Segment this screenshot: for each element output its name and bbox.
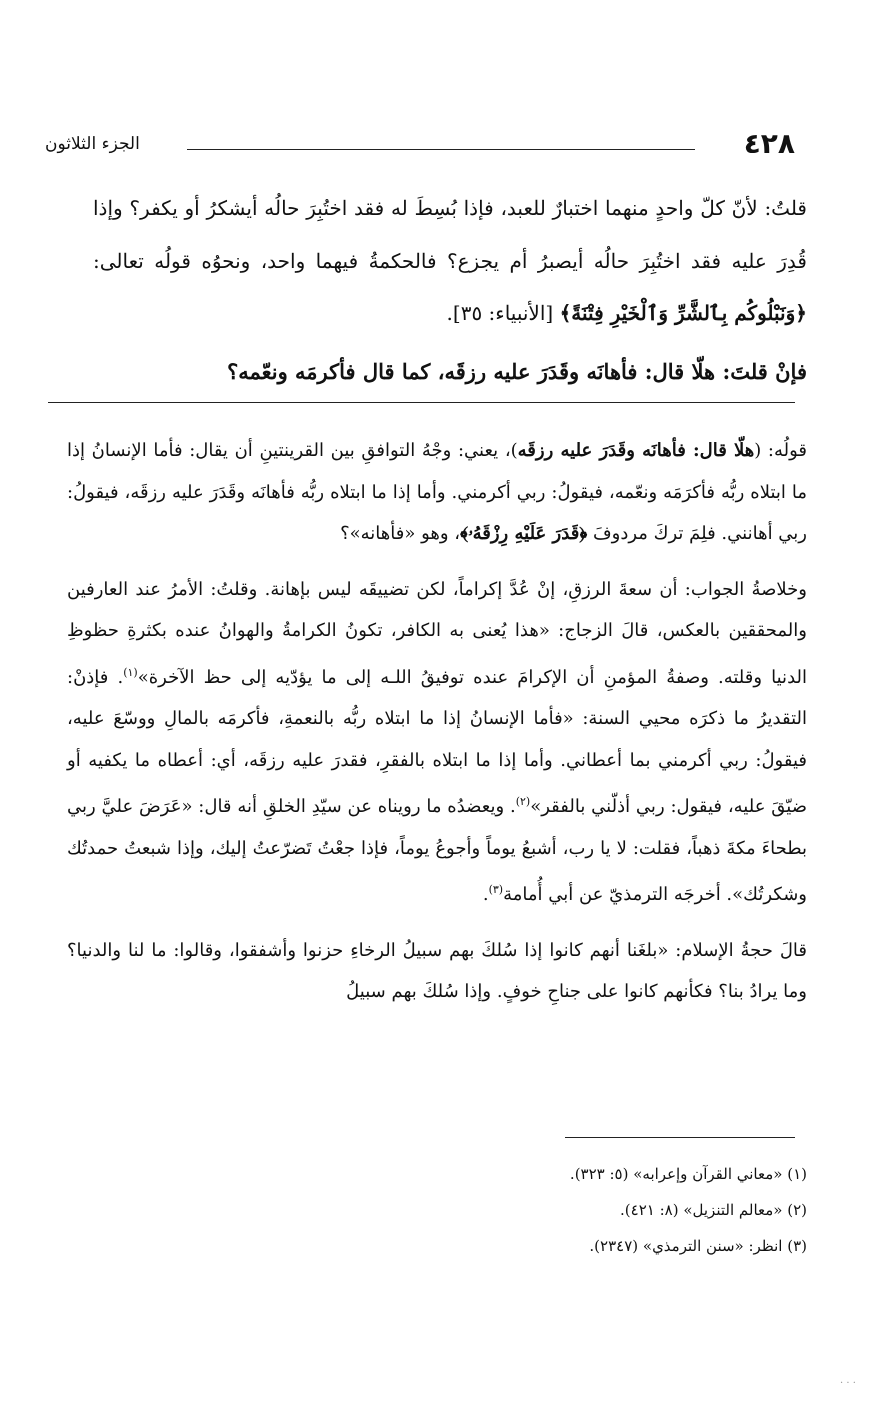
footnote-rule (565, 1137, 795, 1138)
footnote-ref-1[interactable]: (١) (123, 665, 138, 679)
quran-verse: ﴿قَدَرَ عَلَيْهِ رِزْقَهُۥ﴾ (460, 523, 588, 544)
main-question-bold: هلّا قال: فأهانَه وقَدَرَ عليه رزقَه، كما قال فأكرمَه ونعّمه؟ (227, 358, 716, 384)
main-paragraph-1: قلتُ: لأنّ كلّ واحدٍ منهما اختبارٌ للعبد، فإذا بُسِطَ له فقد اختُبِرَ حالُه أيشكرُ أو يكفر؟ وإذا قُدِرَ عليه فقد اختُبِرَ حالُه أيصبرُ أم يجزع؟ فالحكمةُ فيهما واحد، ونحوُه قولُه تعالى: ﴿وَنَبْلُوكُم بِٱلشَّرِّ وَٱلْخَيْرِ فِتْنَةً﴾ [الأنبياء: ٣٥]. (93, 196, 807, 325)
footnote-ref-2[interactable]: (٢) (515, 795, 531, 808)
page-header (45, 128, 795, 168)
footnote-3: (٣) انظر: «سنن الترمذي» (٢٣٤٧). (589, 1237, 807, 1255)
page-number: ٤٢٨ (743, 127, 795, 160)
quran-verse: ﴿وَنَبْلُوكُم بِٱلشَّرِّ وَٱلْخَيْرِ فِتْنَةً﴾ (559, 301, 807, 325)
commentary-paragraph-3: قالَ حجةُ الإسلام: «بلغَنا أنهم كانوا إذا سُلكَ بهم سبيلُ الرخاءِ حزنوا وأشفقوا، وقالوا: ما لنا والدنيا؟ وما يرادُ بنا؟ فكأنهم كانوا على جناحِ خوفٍ. وإذا سُلكَ بهم سبيلُ (67, 939, 807, 1002)
header-rule (187, 149, 695, 150)
commentary-paragraph-2: وخلاصةُ الجواب: أن سعةَ الرزقِ، إنْ عُدَّ إكراماً، لكن تضييقَه ليس بإهانة. وقلتُ: الأمرُ عند العارفين والمحققين بالعكس، قالَ الزجاج: «هذا يُعنى به الكافر، تكونُ الكرامةُ والهوانُ عنده بكثرةِ حظوظِ الدنيا وقلته. وصفةُ المؤمنِ أن الإكرامَ عنده توفيقُ اللـه إلى ما يؤدّيه إلى حظ الآخرة»$^{(١)}$. فإذنْ: التقديرُ ما ذكرَه محيي السنة: «فأما الإنسانُ إذا ما ابتلاه ربُّه بالنعمةِ، فأكرمَه بالمالِ ووسّعَ عليه، فيقولُ: ربي أكرمني بما أعطاني. وأما إذا ما ابتلاه بالفقرِ، فقدرَ عليه رزقَه، أي: أعطاه ما يكفيه أو ضيّقَ عليه، فيقول: ربي أذلّني بالفقر»$^{(٢)}$. ويعضدُه ما رويناه عن سيّدِ الخلقِ أنه قال: «عَرَضَ عليَّ ربي بطحاءَ مكةَ ذهباً، فقلت: لا يا رب، أشبعُ يوماً وأجوعُ يوماً، فإذا جعْتُ تَضرّعتُ إليك، وإذا شبعتُ حمدتُك وشكرتُك». أخرجَه الترمذيّ عن أبي أُمامة$^{(٣)}$. (67, 578, 808, 905)
commentary-paragraph-1: قولُه: (هلّا قال: فأهانَه وقَدَرَ عليه رزقَه)، يعني: وجْهُ التوافقِ بين القرينتينِ أن يقال: فأما الإنسانُ إذا ما ابتلاه ربُّه فأكرَمَه ونعّمه، فيقولُ: ربي أكرمني. وأما إذا ما ابتلاه ربُّه فأهانَه وقَدَرَ عليه رزقَه، فيقولُ: ربي أهانني. فلِمَ تركَ مردوفَ ﴿قَدَرَ عَلَيْهِ رِزْقَهُۥ﴾، وهو «فأهانه»؟ (67, 440, 807, 544)
footnote-2: (٢) «معالم التنزيل» (٨: ٤٢١). (620, 1201, 807, 1219)
footnote-ref-3[interactable]: (٣) (488, 883, 504, 896)
quoted-phrase-bold: هلّا قال: فأهانَه وقَدَرَ عليه رزقَه (517, 440, 755, 461)
section-divider (48, 402, 795, 403)
main-text (93, 182, 807, 398)
footnotes (107, 1156, 807, 1264)
main-paragraph-2: فإنْ قلتَ: هلّا قال: فأهانَه وقَدَرَ عليه رزقَه، كما قال فأكرمَه ونعّمه؟ (227, 358, 807, 384)
footnote-1: (١) «معاني القرآن وإعرابه» (٥: ٣٢٣). (569, 1165, 807, 1183)
corner-mark: · · · (840, 1378, 856, 1389)
commentary-text (67, 430, 807, 1027)
running-title: الجزء الثلاثون (45, 134, 140, 154)
